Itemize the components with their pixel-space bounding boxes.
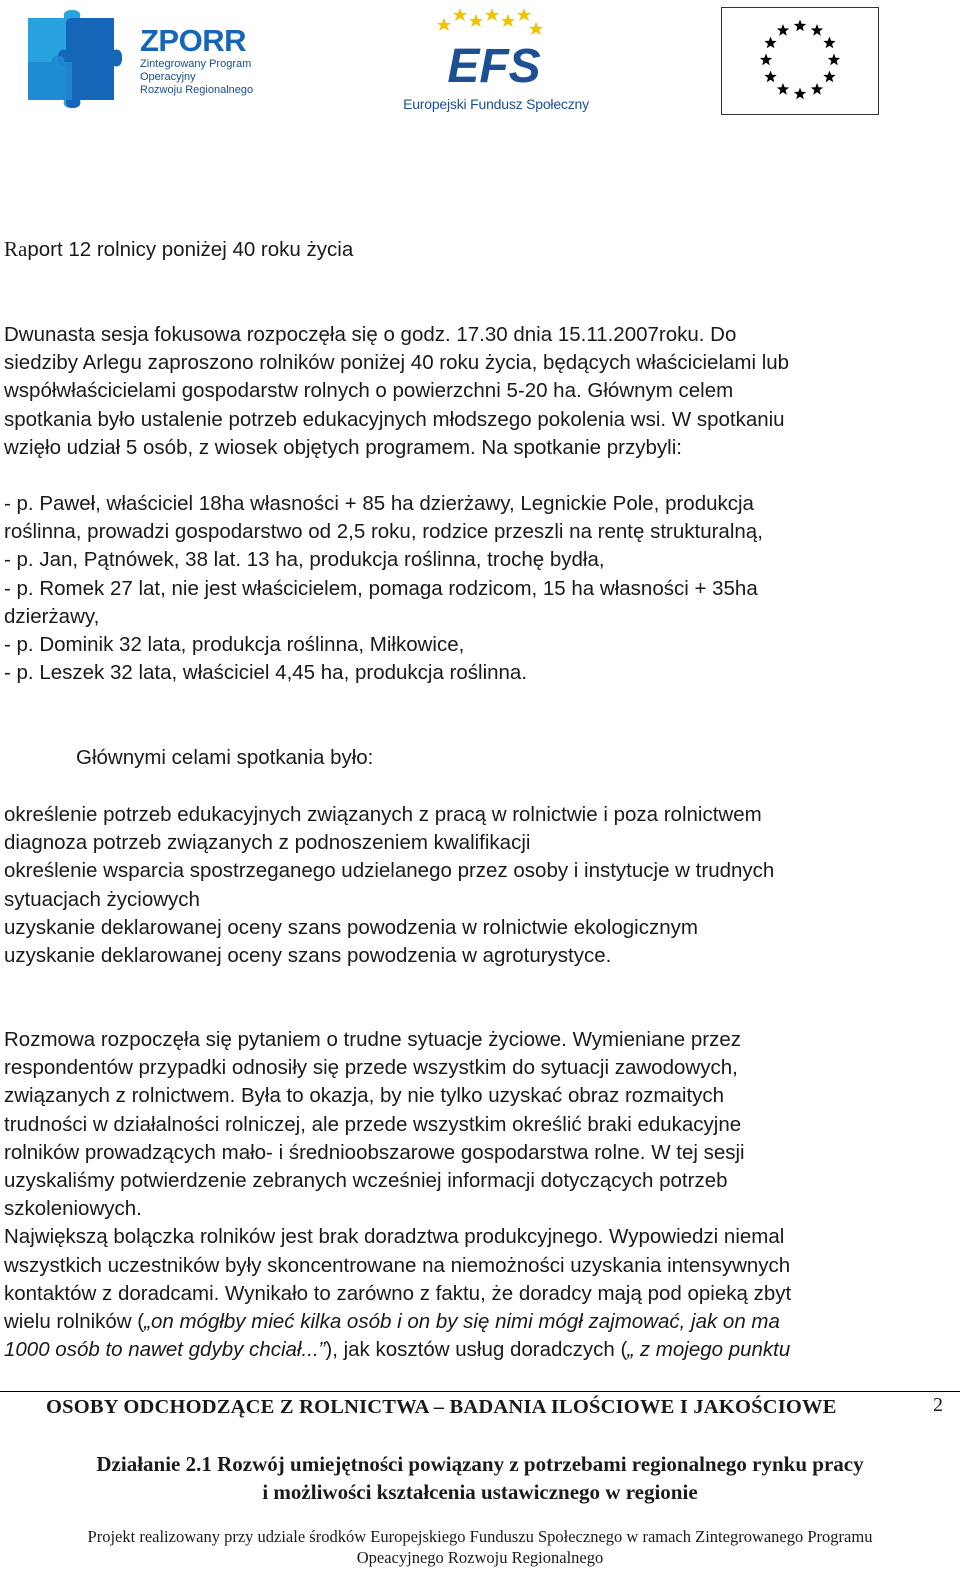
star-arc-icon (437, 8, 543, 35)
efs-caption: Europejski Fundusz Społeczny (403, 96, 589, 112)
efs-logo (398, 4, 598, 124)
participants-list (4, 490, 950, 687)
list-item: - p. Jan, Pątnówek, 38 lat. 13 ha, produkcja roślinna, trochę bydła, (4, 548, 605, 572)
report-title: Raport 12 rolnicy poniżej 40 roku życia (4, 237, 354, 261)
list-item: uzyskanie deklarowanej oceny szans powodzenia w rolnictwie ekologicznym (4, 915, 698, 939)
efs-mark (398, 4, 598, 96)
zporr-line-2: Operacyjny (140, 71, 196, 83)
list-item: określenie potrzeb edukacyjnych związanych z pracą w rolnictwie i poza rolnictwem (4, 803, 762, 826)
discussion-paragraph: Rozmowa rozpoczęła się pytaniem o trudne sytuacje życiowe. Wymieniane przez respondentów przypadki odnosiły się przede wszystkim do sytuacji zawodowych, związanych z rolnictwem. Była to okazja, by nie tylko uzyskać obraz rozmaitych trudności w działalności rolniczej, ale przede wszystkim określić braki edukacyjne rolników prowadzących mało- i średnioobszarowe gospodarstwa rolne. W tej sesji uzyskaliśmy potwierdzenie zebranych wcześniej informacji dotyczących potrzeb szkoleniowych. Największą bolączka rolników jest brak doradztwa produkcyjnego. Wypowiedzi niemal wszystkich uczestników były skoncentrowane na niemożności uzyskania intensywnych kontaktów z doradcami. Wynikało to zarówno z faktu, że doradcy mają pod opieką zbyt wielu rolników („on mógłby mieć kilka osób i on by się nimi mógł zajmować, jak on ma 1000 osób to nawet gdyby chciał...”), jak kosztów usług doradczych („ z mojego punktu (4, 1026, 950, 1364)
footer-divider (0, 1391, 960, 1392)
eu-star-icon (811, 83, 823, 95)
list-item: diagnoza potrzeb związanych z podnoszeniem kwalifikacji (4, 831, 531, 855)
zporr-logo (22, 10, 262, 110)
eu-star-icon (828, 54, 840, 66)
list-item: - p. Paweł, właściciel 18ha własności + 85 ha dzierżawy, Legnickie Pole, produkcja (4, 492, 754, 515)
eu-star-icon (823, 37, 835, 49)
efs-name: EFS (447, 40, 541, 93)
eu-star-icon (764, 71, 776, 83)
eu-star-icon (794, 20, 806, 32)
footer-project: Projekt realizowany przy udziale środków Europejskiego Funduszu Społecznego w ramach Zintegrowanego Programu Opeacyjnego Rozwoju Regionalnego (87, 1527, 873, 1567)
discussion-line-quote: wielu rolników („on mógłby mieć kilka osób i on by się nimi mógł zajmować, jak on ma (4, 1310, 780, 1334)
list-item: określenie wsparcia spostrzeganego udzielanego przez osoby i instytucje w trudnych (4, 859, 775, 883)
footer-action: Działanie 2.1 Rozwój umiejętności powiązany z potrzebami regionalnego rynku pracy i możliwości kształcenia ustawicznego w regionie (96, 1452, 864, 1504)
page-number: 2 (933, 1394, 943, 1416)
list-item: sytuacjach życiowych (4, 887, 200, 911)
eu-flag (721, 7, 879, 115)
discussion-line-quote-end: 1000 osób to nawet gdyby chciał...”), jak kosztów usług doradczych („ z mojego punktu (4, 1338, 791, 1362)
eu-star-icon (794, 88, 806, 100)
logo-bar (0, 0, 960, 130)
intro-paragraph: Dwunasta sesja fokusowa rozpoczęła się o godz. 17.30 dnia 15.11.2007roku. Do siedziby Arlegu zaproszono rolników poniżej 40 roku życia, będących właścicielami lub współwłaścicielami gospodarstw rolnych o powierzchni 5-20 ha. Głównym celem spotkania było ustalenie potrzeb edukacyjnych młodszego pokolenia wsi. W spotkaniu wzięło udział 5 osób, z wiosek objętych programem. Na spotkanie przybyli: (4, 323, 790, 459)
goals-list (4, 801, 950, 970)
eu-star-icon (823, 71, 835, 83)
eu-star-icon (760, 54, 772, 66)
eu-star-icon (777, 83, 789, 95)
list-item: roślinna, prowadzi gospodarstwo od 2,5 roku, rodzice przeszli na rentę strukturalną, (4, 520, 763, 544)
list-item: dzierżawy, (4, 604, 100, 628)
zporr-name: ZPORR (140, 23, 246, 58)
goals-heading: Głównymi celami spotkania było: (76, 746, 374, 769)
puzzle-icon (22, 10, 132, 110)
list-item: - p. Dominik 32 lata, produkcja roślinna, Miłkowice, (4, 633, 465, 657)
footer-title: OSOBY ODCHODZĄCE Z ROLNICTWA – BADANIA ILOŚCIOWE I JAKOŚCIOWE (46, 1396, 837, 1418)
list-item: - p. Leszek 32 lata, właściciel 4,45 ha, produkcja roślinna. (4, 661, 528, 685)
eu-star-icon (777, 24, 789, 36)
eu-star-icon (764, 37, 776, 49)
zporr-line-1: Zintegrowany Program (140, 58, 252, 70)
zporr-line-3: Rozwoju Regionalnego (140, 84, 254, 96)
list-item: - p. Romek 27 lat, nie jest właścicielem, pomaga rodzicom, 15 ha własności + 35ha (4, 576, 758, 600)
eu-star-icon (811, 24, 823, 36)
list-item: uzyskanie deklarowanej oceny szans powodzenia w agroturystyce. (4, 944, 612, 968)
eu-stars-icon (722, 8, 878, 114)
